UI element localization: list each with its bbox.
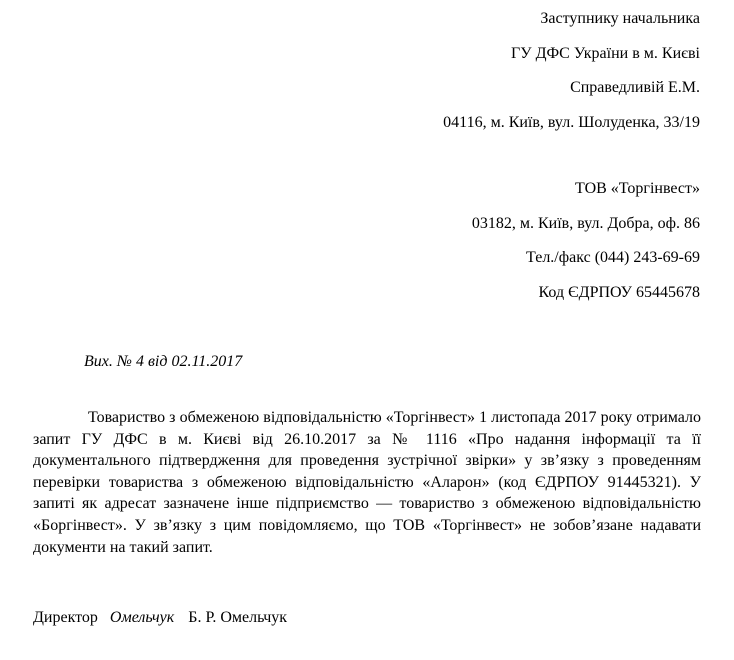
signatory-title: Директор — [33, 609, 98, 626]
handwritten-signature: Омельчук — [109, 609, 175, 626]
outgoing-reference: Вих. № 4 від 02.11.2017 — [84, 353, 243, 370]
signatory-name: Б. Р. Омельчук — [188, 609, 288, 626]
sender-line: 03182, м. Київ, вул. Добра, оф. 86 — [471, 214, 700, 232]
sender-line: ТОВ «Торгінвест» — [575, 180, 700, 197]
recipient-address-block — [443, 11, 700, 149]
letter-body: Товариство з обмеженою відповідальністю «Торгінвест» 1 листопада 2017 року отримало запит ГУ ДФС в м. Києві від 26.10.2017 за № 1116 «Про надання інформації та її документального підтвердження для проведення зустрічної звірки» у зв’язку з проведенням перевірки товариства з обмеженою відповідальністю «Аларон» (код ЄДРПОУ 91445321). У запиті як адресат зазначене інше підприємство — товариство з обмеженою відповідальністю «Боргінвест». У зв’язку з цим повідомляємо, що ТОВ «Торгінвест» не зобов’язане надавати документи на такий запит. — [33, 409, 701, 556]
recipient-line: ГУ ДФС України в м. Києві — [511, 44, 700, 62]
sender-line: Код ЄДРПОУ 65445678 — [538, 283, 700, 301]
recipient-line: 04116, м. Київ, вул. Шолуденка, 33/19 — [443, 113, 700, 131]
sender-address-block — [472, 181, 700, 319]
recipient-line: Заступнику начальника — [540, 10, 700, 27]
signature-line — [33, 609, 287, 627]
recipient-line: Справедливій Е.М. — [570, 79, 700, 97]
sender-line: Тел./факс (044) 243-69-69 — [526, 249, 700, 267]
